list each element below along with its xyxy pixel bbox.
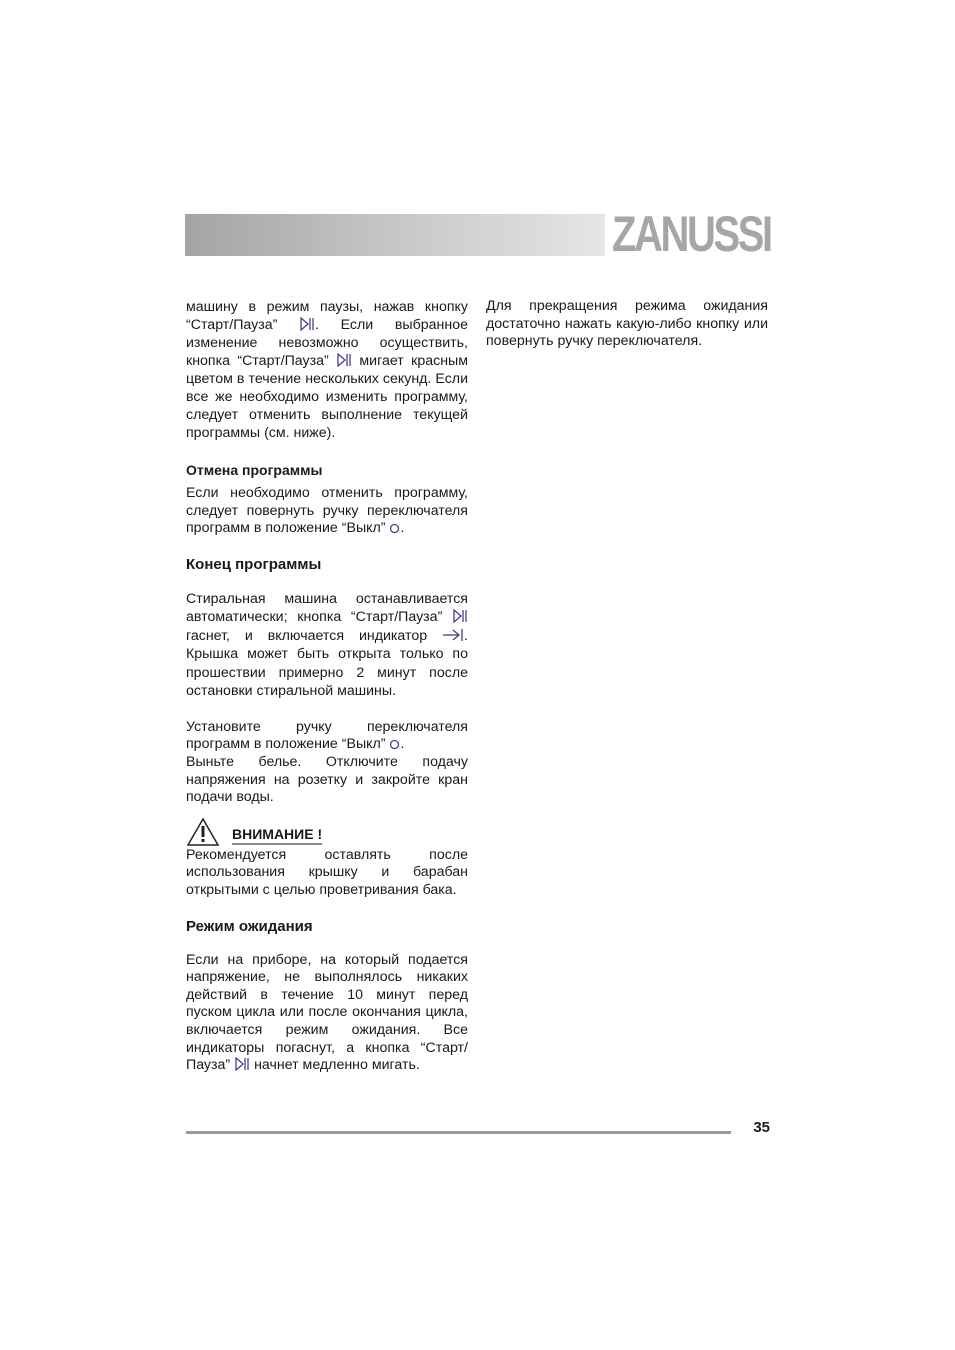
- warning-header: [186, 817, 468, 847]
- off-circle-icon: [389, 523, 400, 534]
- end-paragraph-2: Установите ручку переключателя программ в положение “Выкл” .: [186, 718, 468, 753]
- cancel-paragraph: Если необходимо отменить программу, следует повернуть ручку переключателя программ в положение “Выкл” .: [186, 485, 468, 537]
- end-paragraph-3: Выньте белье. Отключите подачу напряжения на розетку и закройте кран подачи воды.: [186, 753, 468, 806]
- page-number: 35: [753, 1119, 770, 1136]
- intro-paragraph: машину в режим паузы, нажав кнопку “Старт/Пауза” . Если выбранное изменение невозможно осуществить, кнопка “Старт/Пауза” мигает красным цветом в течение нескольких секунд. Если все же необходимо изменить программу, следует отменить выполнение текущей программы (см. ниже).: [186, 299, 468, 441]
- cancel-heading: Отмена программы: [186, 462, 323, 478]
- brand-logo: ZANUSSI: [612, 206, 771, 262]
- start-pause-icon: [452, 609, 468, 623]
- footer-rule: [186, 1131, 731, 1134]
- standby-title: Режим ожидания: [186, 917, 313, 935]
- end-title: Конец программы: [186, 555, 322, 573]
- warning-title: ВНИМАНИЕ !: [232, 826, 322, 845]
- off-circle-icon: [389, 739, 400, 750]
- start-pause-icon: [299, 317, 315, 331]
- start-pause-icon: [336, 353, 352, 367]
- standby-paragraph: Если на приборе, на который подается напряжение, не выполнялось никаких действий в течение 10 минут перед пуском цикла или после окончания цикла, включается режим ожидания. Все индикаторы погаснут, а кнопка “Старт/ Пауза” начнет медленно мигать.: [186, 951, 468, 1074]
- warning-triangle-icon: [186, 817, 220, 847]
- warning-paragraph: Рекомендуется оставлять после использования крышку и барабан открытыми с целью проветривания бака.: [186, 846, 468, 898]
- left-column: [186, 298, 468, 1075]
- end-paragraph-1: Стиральная машина останавливается автоматически; кнопка “Старт/Пауза” гаснет, и включается индикатор . Крышка может быть открыта только по прошествии примерно 2 минут после остановки стиральной машины.: [186, 590, 468, 700]
- end-arrow-icon: [442, 628, 464, 642]
- right-column: [486, 298, 768, 351]
- start-pause-icon: [234, 1057, 250, 1071]
- header-bar: [185, 214, 605, 256]
- standby-exit-paragraph: Для прекращения режима ожидания достаточно нажать какую-либо кнопку или повернуть ручку переключателя.: [486, 298, 768, 350]
